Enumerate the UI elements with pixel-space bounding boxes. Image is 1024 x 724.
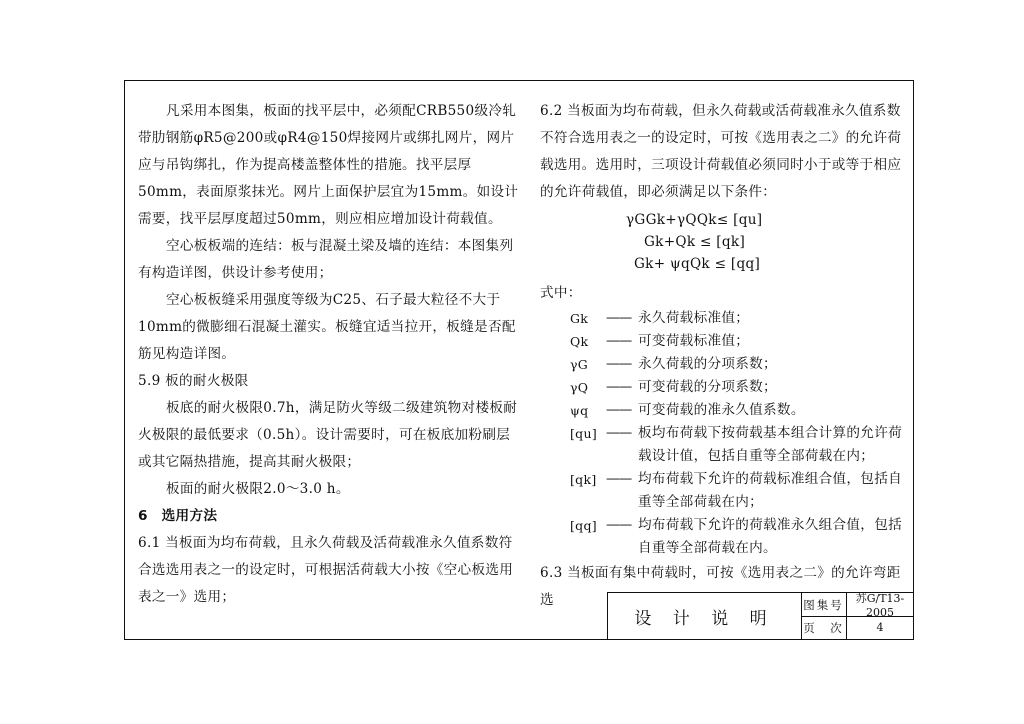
paragraph-mesh-reinforcement: 凡采用本图集，板面的找平层中，必须配CRB550级冷轧带肋钢筋φR5@200或φR4@150焊接网片或绑扎网片，网片应与吊钩绑扎，作为提高楼盖整体性的措施。找平层厚50mm，表面原浆抹光。网片上面保护层宜为15mm。如设计需要，找平层厚度超过50mm，则应相应增加设计荷载值。 [138,103,519,227]
definition-dash: —— [606,356,632,372]
section-heading-5-9: 5.9 板的耐火极限 [138,373,249,389]
definition-symbol: [qq] [570,518,597,533]
definition-dash: —— [606,379,632,395]
atlas-number-label: 图集号 [801,593,847,616]
drawing-title: 设 计 说 明 [608,593,802,639]
page-number-row [801,616,913,639]
definition-text: 永久荷载标准值； [638,310,750,326]
definition-text: 可变荷载的分项系数； [638,379,777,395]
definition-symbol: ψq [570,403,589,418]
definition-item [570,307,902,330]
definition-dash: —— [606,333,632,349]
definition-text: 板均布荷载下按荷载基本组合计算的允许荷载设计值，包括自重等全部荷载在内； [638,425,902,464]
definition-text: 均布荷载下允许的荷载准永久组合值，包括自重等全部荷载在内。 [638,517,902,556]
paragraph-fire-resistance-top: 板面的耐火极限2.0～3.0 h。 [166,481,350,497]
definition-dash: —— [606,471,632,487]
definition-item [570,353,902,376]
paragraph-slab-end-connection: 空心板板端的连结：板与混凝土梁及墙的连结：本图集列有构造详图，供设计参考使用； [138,238,514,281]
paragraph-slab-joint: 空心板板缝采用强度等级为C25、石子最大粒径不大于10mm的微膨细石混凝土灌实。板缝宜适当拉开，板缝是否配筋见构造详图。 [138,292,516,362]
paragraph-6-1: 6.1 当板面为均布荷载，且永久荷载及活荷载准永久值系数符合选选用表之一的设定时，可根据活荷载大小按《空心板选用表之一》选用； [138,535,514,605]
definition-item [570,468,902,514]
page-number-value: 4 [876,621,884,634]
definition-text: 均布荷载下允许的荷载标准组合值，包括自重等全部荷载在内； [638,471,902,510]
paragraph-6-2: 6.2 当板面为均布荷载，但永久荷载或活荷载准永久值系数不符合选用表之一的设定时，可按《选用表之二》的允许荷载选用。选用时，三项设计荷载值必须同时小于或等于相应的允许荷载值，即必须满足以下条件： [540,103,902,200]
definition-item [570,330,902,353]
definition-item [570,399,902,422]
definition-text: 可变荷载标准值； [638,333,750,349]
formula-quasi-permanent: Gk+ ψqQk ≤ [qq] [634,256,761,272]
formula-ultimate: γGGk+γQQk≤ [qu] [626,212,763,228]
definition-text: 永久荷载的分项系数； [638,356,777,372]
definition-symbol: γG [570,357,589,372]
where-label: 式中： [540,285,582,301]
atlas-number-row [801,593,913,617]
paragraph-6-3: 6.3 当板面有集中荷载时，可按《选用表之二》的允许弯距选 [540,565,901,608]
definition-symbol: γQ [570,380,589,395]
title-block [607,592,914,640]
right-column [540,98,902,614]
left-column [138,98,520,611]
definition-symbol: [qk] [570,472,597,487]
definition-symbol: Qk [570,334,589,349]
definition-symbol: [qu] [570,426,598,441]
formula-characteristic: Gk+Qk ≤ [qk] [644,234,746,250]
definition-dash: —— [606,517,632,533]
definition-dash: —— [606,425,632,441]
definition-item [570,376,902,399]
section-heading-6: 6 选用方法 [138,508,218,524]
formula-block [540,209,902,275]
definition-item [570,514,902,560]
page-number-label: 页 次 [801,616,847,639]
definition-dash: —— [606,402,632,418]
definition-symbol: Gk [570,311,589,326]
paragraph-fire-resistance-bottom: 板底的耐火极限0.7h，满足防火等级二级建筑物对楼板耐火极限的最低要求（0.5h）。设计需要时，可在板底加粉刷层或其它隔热措施，提高其耐火极限； [138,400,518,470]
atlas-number-value: 苏G/T13-2005 [855,592,905,619]
symbol-definitions [570,307,902,560]
definition-item [570,422,902,468]
definition-dash: —— [606,310,632,326]
definition-text: 可变荷载的准永久值系数。 [638,402,805,418]
